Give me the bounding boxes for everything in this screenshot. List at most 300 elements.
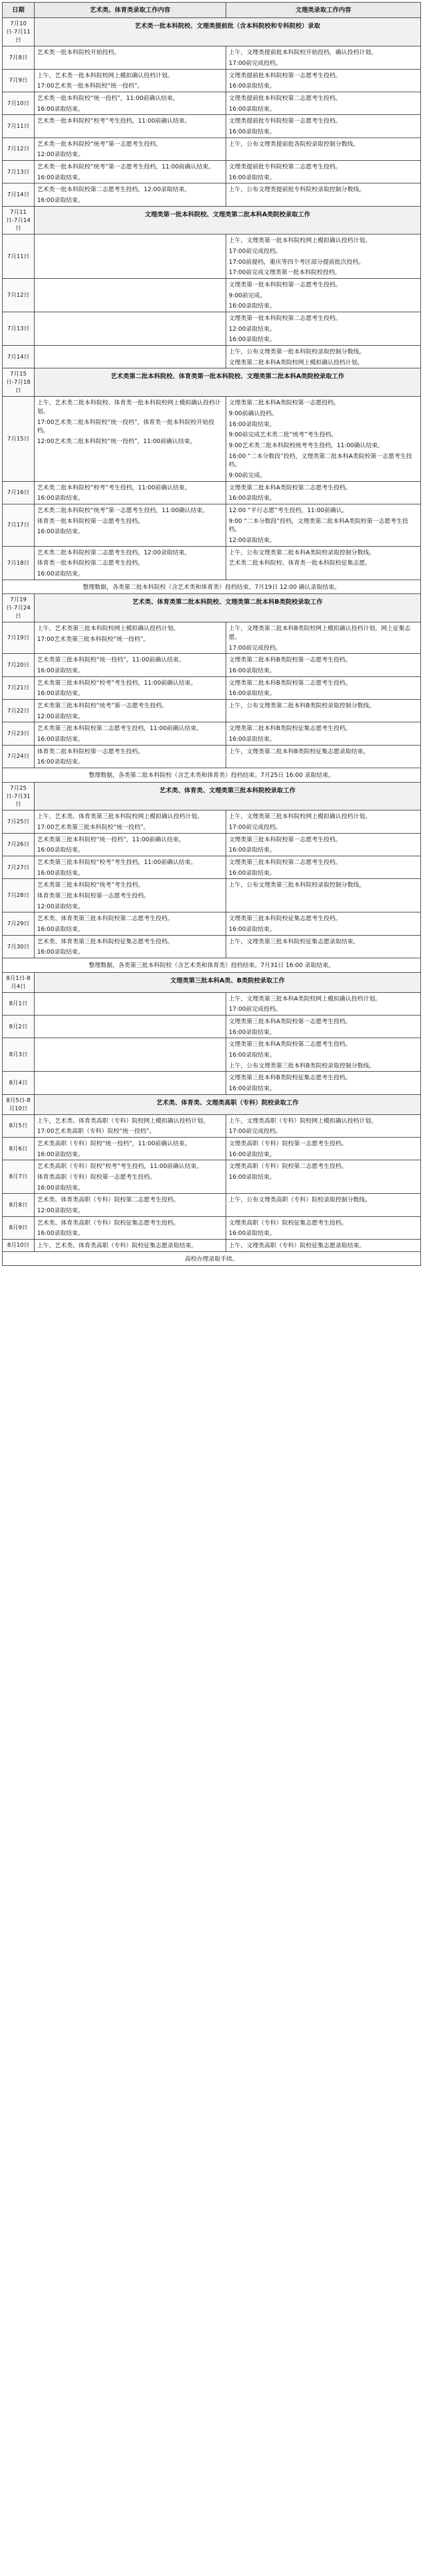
art-sports-cell: [35, 1194, 226, 1216]
literature-science-cell: [226, 912, 421, 935]
day-date: 7月18日: [3, 546, 35, 580]
literature-science-item: 文理类第三批本科A类院校第二志愿考生投档。: [229, 1040, 351, 1048]
day-row: [3, 1137, 421, 1160]
art-sports-item: 16:00录取结束。: [37, 948, 84, 956]
day-date: 8月3日: [3, 1038, 35, 1072]
art-sports-item: 16:00录取结束。: [37, 196, 84, 204]
day-row: [3, 234, 421, 279]
literature-science-item: 上午，公布文理类高职（专科）院校录取控制分数线。: [229, 1196, 371, 1204]
day-row: [3, 397, 421, 481]
day-row: [3, 1038, 421, 1072]
day-date: 8月8日: [3, 1194, 35, 1216]
art-sports-cell: [35, 992, 226, 1015]
day-row: [3, 676, 421, 699]
art-sports-cell: [35, 546, 226, 580]
literature-science-item: 17:00前完成投档。: [229, 823, 282, 831]
section-date: 7月15日-7月18日: [3, 368, 35, 397]
day-date: 7月19日: [3, 622, 35, 654]
art-sports-cell: [35, 1240, 226, 1252]
literature-science-cell: [226, 92, 421, 114]
art-sports-cell: [35, 810, 226, 833]
art-sports-cell: [35, 879, 226, 912]
section-title: 艺术类、体育类、文理类高职（专科）院校录取工作: [35, 1094, 421, 1114]
day-date: 7月15日: [3, 397, 35, 481]
literature-science-cell: [226, 935, 421, 958]
literature-science-cell: [226, 676, 421, 699]
day-row: [3, 622, 421, 654]
art-sports-item: 艺术类二批本科院校“统考”第一志愿考生投档，11:00确认结束。: [37, 506, 209, 514]
day-date: 8月4日: [3, 1072, 35, 1094]
literature-science-item: 上午，文理类第三批本科院校网上模拟确认投档计划。: [229, 812, 371, 820]
day-row: [3, 856, 421, 879]
art-sports-item: 艺术类一批本科院校“统考”第一志愿考生投档，11:00前确认结束。: [37, 162, 215, 170]
art-sports-item: 上午，艺术类一批本科院校网上模拟确认投档计划。: [37, 71, 174, 79]
literature-science-item: 16:00录取结束。: [229, 1051, 276, 1059]
literature-science-cell: [226, 46, 421, 69]
art-sports-item: 16:00录取结束。: [37, 925, 84, 933]
literature-science-cell: [226, 745, 421, 768]
art-sports-cell: [35, 279, 226, 312]
art-sports-item: 16:00录取结束。: [37, 570, 84, 578]
section-row: [3, 782, 421, 810]
day-date: 7月12日: [3, 138, 35, 160]
literature-science-item: 9:00 “二本分数段”投档，文理类第二批本科A类院校第一志愿考生投档。: [229, 517, 409, 533]
literature-science-item: 上午，文理类第二批本科B类院校征集志愿录取结束。: [229, 747, 369, 755]
day-date: 8月1日: [3, 992, 35, 1015]
header-art-sports: 艺术类、体育类录取工作内容: [35, 3, 226, 18]
art-sports-cell: [35, 183, 226, 206]
art-sports-cell: [35, 1114, 226, 1137]
literature-science-item: 16:00录取结束。: [229, 494, 276, 502]
art-sports-item: 12:00艺术类二批本科院校“统一投档”，11:00前确认结束。: [37, 437, 196, 445]
day-date: 7月12日: [3, 279, 35, 312]
art-sports-item: 艺术类一批本科院校“统一投档”，11:00前确认结束。: [37, 94, 179, 101]
day-row: [3, 745, 421, 768]
art-sports-item: 16:00录取结束。: [37, 869, 84, 876]
art-sports-item: 16:00录取结束。: [37, 666, 84, 674]
art-sports-item: 艺术类一批本科院校“校考”考生投档，11:00前确认结束。: [37, 117, 191, 125]
art-sports-item: 17:00艺术类第三批本科院校“统一投档”。: [37, 635, 149, 642]
literature-science-item: 上午，文理类第二批本科B类院校网上模拟确认投档计划，网上征集志愿。: [229, 624, 411, 640]
day-date: 7月14日: [3, 346, 35, 368]
literature-science-item: 16:00录取结束。: [229, 302, 276, 310]
art-sports-item: 17:00艺术类第三批本科院校“统一投档”。: [37, 823, 149, 831]
art-sports-cell: [35, 234, 226, 279]
literature-science-item: 文理类第三批本科院校第一志愿考生投档。: [229, 835, 342, 843]
day-row: [3, 654, 421, 676]
day-row: [3, 138, 421, 160]
day-date: 7月27日: [3, 856, 35, 879]
art-sports-item: 16:00录取结束。: [37, 494, 84, 502]
art-sports-cell: [35, 138, 226, 160]
day-date: 8月5日: [3, 1114, 35, 1137]
literature-science-item: 12:00录取结束。: [229, 536, 276, 544]
art-sports-item: 上午，艺术类第三批本科院校网上模拟确认投档计划。: [37, 624, 179, 632]
note-row: [3, 580, 421, 594]
literature-science-item: 文理类第二批本科B类院校第一志愿考生投档。: [229, 656, 351, 664]
art-sports-item: 体育类一批本科院校第一志愿考生投档。: [37, 517, 144, 524]
art-sports-cell: [35, 745, 226, 768]
day-date: 7月14日: [3, 183, 35, 206]
literature-science-cell: [226, 722, 421, 745]
art-sports-item: 16:00录取结束。: [37, 735, 84, 742]
day-date: 8月6日: [3, 1137, 35, 1160]
section-row: [3, 972, 421, 992]
literature-science-cell: [226, 504, 421, 547]
day-row: [3, 92, 421, 114]
art-sports-cell: [35, 92, 226, 114]
day-date: 7月23日: [3, 722, 35, 745]
section-row: [3, 368, 421, 397]
day-row: [3, 992, 421, 1015]
art-sports-item: 艺术类第三批本科院校“校考”考生投档，11:00前确认结束。: [37, 858, 197, 866]
literature-science-cell: [226, 312, 421, 346]
literature-science-item: 文理类高职（专科）院校第一志愿考生投档。: [229, 1139, 347, 1147]
schedule-table: [2, 2, 421, 1266]
art-sports-cell: [35, 654, 226, 676]
literature-science-cell: [226, 856, 421, 879]
art-sports-item: 16:00录取结束。: [37, 758, 84, 766]
section-title: 艺术类、体育类、文理类第三批本科院校录取工作: [35, 782, 421, 810]
art-sports-item: 艺术类第三批本科院校“统考”考生投档。: [37, 881, 144, 889]
header-row: [3, 3, 421, 18]
art-sports-item: 16:00录取结束。: [37, 1150, 84, 1158]
literature-science-cell: [226, 1160, 421, 1194]
literature-science-item: 上午，文理类高职（专科）院校网上模拟确认投档计划。: [229, 1116, 377, 1124]
section-title: 文理类第三批本科A类、B类院校录取工作: [35, 972, 421, 992]
header-date: 日期: [3, 3, 35, 18]
art-sports-item: 上午，艺术类、体育类高职（专科）院校征集志愿录取结束。: [37, 1242, 197, 1249]
art-sports-cell: [35, 504, 226, 547]
literature-science-item: 9:00前确认投档。: [229, 409, 278, 417]
day-row: [3, 1160, 421, 1194]
literature-science-item: 9:00艺术类二批本科院校统考考生投档，11:00确认结束。: [229, 441, 384, 449]
art-sports-item: 体育类高职（专科）院校第一志愿考生投档。: [37, 1173, 156, 1180]
literature-science-item: 上午，公布文理类第二批本科A类院校录取控制分数线。: [229, 548, 375, 556]
section-row: [3, 1094, 421, 1114]
day-date: 8月10日: [3, 1240, 35, 1252]
literature-science-item: 文理类第一批本科院校第一志愿考生投档。: [229, 281, 342, 289]
note-text: 整理数据，各类第三批本科院校（含艺术类和体育类）投档结束。7月31日 16:00 录取结束。: [3, 958, 421, 973]
literature-science-item: 16:00录取结束。: [229, 1229, 276, 1237]
literature-science-item: 文理类第三批本科B类院校征集志愿考生投档。: [229, 1074, 351, 1081]
art-sports-item: 艺术类、体育类高职（专科）院校征集志愿考生投档。: [37, 1218, 179, 1226]
literature-science-item: 17:00前提档，重庆等四个考区部分提前批次投档。: [229, 258, 365, 265]
literature-science-item: 16:00录取结束。: [229, 82, 276, 90]
literature-science-item: 16:00录取结束。: [229, 1084, 276, 1092]
art-sports-cell: [35, 46, 226, 69]
day-date: 7月24日: [3, 745, 35, 768]
literature-science-item: 17:00前完成投档。: [229, 1127, 282, 1135]
literature-science-item: 文理类第三批本科院校第二志愿考生投档。: [229, 858, 342, 866]
art-sports-cell: [35, 346, 226, 368]
literature-science-cell: [226, 1216, 421, 1239]
art-sports-item: 12:00录取结束。: [37, 902, 84, 910]
day-row: [3, 46, 421, 69]
day-row: [3, 912, 421, 935]
literature-science-cell: [226, 160, 421, 183]
art-sports-item: 艺术类二批本科院校第二志愿考生投档，12:00录取结束。: [37, 548, 191, 556]
literature-science-item: 16:00录取结束。: [229, 666, 276, 674]
literature-science-cell: [226, 1038, 421, 1072]
art-sports-item: 艺术类高职（专科）院校“统一投档”，11:00前确认结束。: [37, 1139, 191, 1147]
literature-science-item: 16:00录取结束。: [229, 173, 276, 181]
day-row: [3, 935, 421, 958]
literature-science-item: 文理类第二批本科B类院校征集志愿考生投档。: [229, 724, 351, 732]
art-sports-item: 12:00录取结束。: [37, 1207, 84, 1214]
literature-science-cell: [226, 1137, 421, 1160]
literature-science-item: 9:00前完成艺术类二批“统考”考生投档。: [229, 431, 337, 438]
day-date: 7月13日: [3, 312, 35, 346]
section-title: 艺术类第二批本科院校、体育类第一批本科院校、文理类第二批本科A类院校录取工作: [35, 368, 421, 397]
day-row: [3, 810, 421, 833]
day-date: 8月9日: [3, 1216, 35, 1239]
admission-schedule-document: [2, 2, 420, 1266]
art-sports-cell: [35, 69, 226, 92]
art-sports-item: 17:00艺术类一批本科院校“统一投档”。: [37, 82, 144, 90]
literature-science-item: 17:00前完成投档。: [229, 1005, 282, 1013]
day-date: 7月21日: [3, 676, 35, 699]
literature-science-item: 16:00录取结束。: [229, 420, 276, 428]
art-sports-cell: [35, 676, 226, 699]
day-date: 7月9日: [3, 69, 35, 92]
literature-science-item: 12:00录取结束。: [229, 325, 276, 332]
day-row: [3, 1194, 421, 1216]
literature-science-item: 文理类第二批本科A类院校第二志愿考生投档。: [229, 483, 351, 491]
art-sports-item: 艺术类第三批本科院校“统一投档”，11:00前确认结束。: [37, 656, 185, 664]
art-sports-item: 艺术类、体育类高职（专科）院校第二志愿考生投档。: [37, 1196, 179, 1204]
note-row: [3, 768, 421, 782]
art-sports-cell: [35, 912, 226, 935]
art-sports-item: 16:00录取结束。: [37, 689, 84, 697]
art-sports-cell: [35, 115, 226, 138]
art-sports-item: 16:00录取结束。: [37, 846, 84, 854]
section-date: 7月11日-7月14日: [3, 206, 35, 234]
art-sports-item: 16:00录取结束。: [37, 528, 84, 535]
art-sports-cell: [35, 312, 226, 346]
art-sports-item: 艺术类第三批本科院校“校考”考生投档，11:00前确认结束。: [37, 679, 197, 686]
literature-science-item: 16:00录取结束。: [229, 735, 276, 742]
literature-science-item: 上午，文理类提前批本科院校开始投档，确认投档计划。: [229, 48, 377, 56]
art-sports-cell: [35, 1137, 226, 1160]
literature-science-item: 16:00录取结束。: [229, 1173, 276, 1180]
literature-science-item: 上午，公布文理类第一批本科院校录取控制分数线。: [229, 348, 365, 355]
literature-science-item: 上午，公布文理类第三批本科院校录取控制分数线。: [229, 881, 365, 889]
literature-science-item: 文理类第一批本科院校第二志愿考生投档。: [229, 314, 342, 322]
art-sports-cell: [35, 1216, 226, 1239]
note-text: 整理数据，各类第二批本科院校（含艺术类和体育类）投档结束。7月25日 16:00 录取结束。: [3, 768, 421, 782]
section-title: 文理类第一批本科院校、文理类第二批本科A类院校录取工作: [35, 206, 421, 234]
art-sports-item: 16:00录取结束。: [37, 105, 84, 112]
art-sports-item: 12:00录取结束。: [37, 150, 84, 158]
art-sports-cell: [35, 622, 226, 654]
literature-science-cell: [226, 992, 421, 1015]
literature-science-item: 16:00录取结束。: [229, 689, 276, 697]
day-row: [3, 183, 421, 206]
literature-science-item: 上午，文理类第一批本科院校网上模拟确认投档计划。: [229, 236, 371, 244]
art-sports-item: 艺术类第三批本科院校“统考”第一志愿考生投档。: [37, 701, 168, 709]
literature-science-item: 文理类第三批本科A类院校第一志愿考生投档。: [229, 1018, 351, 1025]
art-sports-item: 艺术类高职（专科）院校“校考”考生投档，11:00前确认结束。: [37, 1162, 203, 1170]
literature-science-item: 上午，文理类第三批本科院校征集志愿录取结束。: [229, 937, 359, 945]
literature-science-item: 上午，文理类高职（专科）院校征集志愿录取结束。: [229, 1242, 365, 1249]
literature-science-item: 16:00录取结束。: [229, 1150, 276, 1158]
art-sports-item: 艺术类第三批本科院校第二志愿考生投档，11:00前确认结束。: [37, 724, 202, 732]
literature-science-item: 16:00录取结束。: [229, 846, 276, 854]
day-row: [3, 115, 421, 138]
day-row: [3, 699, 421, 722]
literature-science-item: 文理类提前批本科院校第一志愿考生投档。: [229, 71, 342, 79]
section-title: 艺术类、体育类第二批本科院校、文理类第二批本科B类院校录取工作: [35, 594, 421, 622]
day-date: 7月25日: [3, 810, 35, 833]
day-date: 7月11日: [3, 115, 35, 138]
art-sports-item: 艺术类二批本科院校“校考”考生投档，11:00前确认结束。: [37, 483, 191, 491]
day-date: 7月22日: [3, 699, 35, 722]
day-row: [3, 504, 421, 547]
literature-science-cell: [226, 654, 421, 676]
literature-science-cell: [226, 481, 421, 504]
art-sports-item: 艺术类一批本科院校开始投档。: [37, 48, 120, 56]
literature-science-cell: [226, 1072, 421, 1094]
literature-science-item: 文理类提前批专科院校第一志愿考生投档。: [229, 117, 342, 125]
day-date: 7月11日: [3, 234, 35, 279]
art-sports-cell: [35, 856, 226, 879]
day-date: 7月26日: [3, 833, 35, 856]
art-sports-cell: [35, 699, 226, 722]
literature-science-item: 16:00录取结束。: [229, 1028, 276, 1036]
literature-science-item: 12:00 “平行志愿”考生投档，11:00前确认。: [229, 506, 348, 514]
section-date: 7月19日-7月24日: [3, 594, 35, 622]
literature-science-cell: [226, 1194, 421, 1216]
day-date: 7月30日: [3, 935, 35, 958]
day-row: [3, 1114, 421, 1137]
art-sports-item: 16:00录取结束。: [37, 1183, 84, 1191]
literature-science-item: 艺术类二批本科院校、体育类一批本科院校征集志愿。: [229, 559, 371, 567]
literature-science-item: 9:00前完成。: [229, 291, 266, 299]
art-sports-cell: [35, 1015, 226, 1038]
day-row: [3, 346, 421, 368]
literature-science-item: 17:00前完成投档。: [229, 59, 282, 66]
art-sports-item: 体育类二批本科院校第一志愿考生投档。: [37, 747, 144, 755]
day-row: [3, 1240, 421, 1252]
day-row: [3, 312, 421, 346]
day-row: [3, 833, 421, 856]
section-title: 艺术类一批本科院校、文理类提前批（含本科院校和专科院校）录取: [35, 18, 421, 46]
literature-science-item: 9:00前完成。: [229, 471, 266, 479]
art-sports-item: 17:00艺术类二批本科院校“统一投档”，体育类一批本科院校开始投档。: [37, 418, 215, 434]
day-row: [3, 160, 421, 183]
literature-science-cell: [226, 183, 421, 206]
literature-science-item: 17:00前完成文理类第一批本科院校投档。: [229, 268, 341, 276]
day-date: 7月29日: [3, 912, 35, 935]
literature-science-item: 文理类第二批本科A类院校网上模拟确认投档计划。: [229, 358, 363, 366]
art-sports-item: 艺术类一批本科院校“统考”第一志愿考生投档。: [37, 140, 162, 147]
art-sports-cell: [35, 833, 226, 856]
literature-science-cell: [226, 279, 421, 312]
literature-science-cell: [226, 810, 421, 833]
literature-science-cell: [226, 138, 421, 160]
art-sports-item: 16:00录取结束。: [37, 173, 84, 181]
note-text: 整理数据，各类第二批本科院校（含艺术类和体育类）投档结束。7月19日 12:00 确认录取结束。: [3, 580, 421, 594]
art-sports-item: 12:00录取结束。: [37, 712, 84, 720]
art-sports-item: 艺术类、体育类第三批本科院校征集志愿考生投档。: [37, 937, 174, 945]
art-sports-item: 上午，艺术类二批本科院校、体育类一批本科院校网上模拟确认投档计划。: [37, 399, 221, 415]
literature-science-cell: [226, 546, 421, 580]
day-row: [3, 1216, 421, 1239]
literature-science-item: 上午，公布文理类第三批本科B类院校录取控制分数线。: [229, 1061, 375, 1069]
day-date: 8月7日: [3, 1160, 35, 1194]
literature-science-item: 文理类第三批本科院校征集志愿考生投档。: [229, 914, 342, 922]
literature-science-cell: [226, 1114, 421, 1137]
literature-science-cell: [226, 397, 421, 481]
literature-science-cell: [226, 622, 421, 654]
art-sports-cell: [35, 935, 226, 958]
literature-science-item: 16:00录取结束。: [229, 105, 276, 112]
literature-science-item: 16:00录取结束。: [229, 127, 276, 135]
literature-science-cell: [226, 69, 421, 92]
section-row: [3, 206, 421, 234]
day-date: 7月16日: [3, 481, 35, 504]
art-sports-cell: [35, 481, 226, 504]
day-date: 7月17日: [3, 504, 35, 547]
literature-science-item: 16:00录取结束。: [229, 925, 276, 933]
art-sports-cell: [35, 1072, 226, 1094]
section-date: 7月25日-7月31日: [3, 782, 35, 810]
art-sports-cell: [35, 722, 226, 745]
art-sports-item: 上午，艺术类、体育类高职（专科）院校网上模拟确认投档计划。: [37, 1116, 209, 1124]
art-sports-cell: [35, 160, 226, 183]
art-sports-item: 体育类第三批本科院校第一志愿考生投档。: [37, 892, 150, 900]
literature-science-item: 文理类高职（专科）院校第二志愿考生投档。: [229, 1162, 347, 1170]
day-row: [3, 279, 421, 312]
literature-science-cell: [226, 346, 421, 368]
table-header: [3, 3, 421, 18]
note-text: 高校办理录取手续。: [3, 1251, 421, 1266]
art-sports-cell: [35, 1160, 226, 1194]
art-sports-item: 体育类一批本科院校第二志愿考生投档。: [37, 559, 144, 567]
table-body: [3, 18, 421, 1266]
literature-science-item: 上午，公布文理类提前批专科院校录取控制分数线。: [229, 185, 365, 193]
section-row: [3, 594, 421, 622]
day-date: 7月20日: [3, 654, 35, 676]
section-date: 8月1日-8月4日: [3, 972, 35, 992]
literature-science-cell: [226, 1240, 421, 1252]
literature-science-item: 文理类提前批专科院校第二志愿考生投档。: [229, 162, 342, 170]
literature-science-item: 文理类第二批本科B类院校第二志愿考生投档。: [229, 679, 351, 686]
literature-science-item: 17:00前完成投档。: [229, 643, 282, 651]
day-date: 7月10日: [3, 92, 35, 114]
literature-science-cell: [226, 115, 421, 138]
note-row: [3, 1251, 421, 1266]
day-row: [3, 1072, 421, 1094]
literature-science-item: 16:00录取结束。: [229, 869, 276, 876]
art-sports-item: 艺术类、体育类第三批本科院校第二志愿考生投档。: [37, 914, 174, 922]
day-date: 7月28日: [3, 879, 35, 912]
literature-science-item: 上午，文理类第三批本科A类院校网上模拟确认投档计划。: [229, 994, 381, 1002]
literature-science-cell: [226, 234, 421, 279]
literature-science-cell: [226, 879, 421, 912]
section-row: [3, 18, 421, 46]
day-row: [3, 69, 421, 92]
day-row: [3, 481, 421, 504]
literature-science-cell: [226, 833, 421, 856]
day-date: 8月2日: [3, 1015, 35, 1038]
literature-science-item: 文理类高职（专科）院校征集志愿考生投档。: [229, 1218, 347, 1226]
day-date: 7月13日: [3, 160, 35, 183]
literature-science-item: 文理类提前批本科院校第二志愿考生投档。: [229, 94, 342, 101]
section-date: 7月10日-7月11日: [3, 18, 35, 46]
day-row: [3, 722, 421, 745]
